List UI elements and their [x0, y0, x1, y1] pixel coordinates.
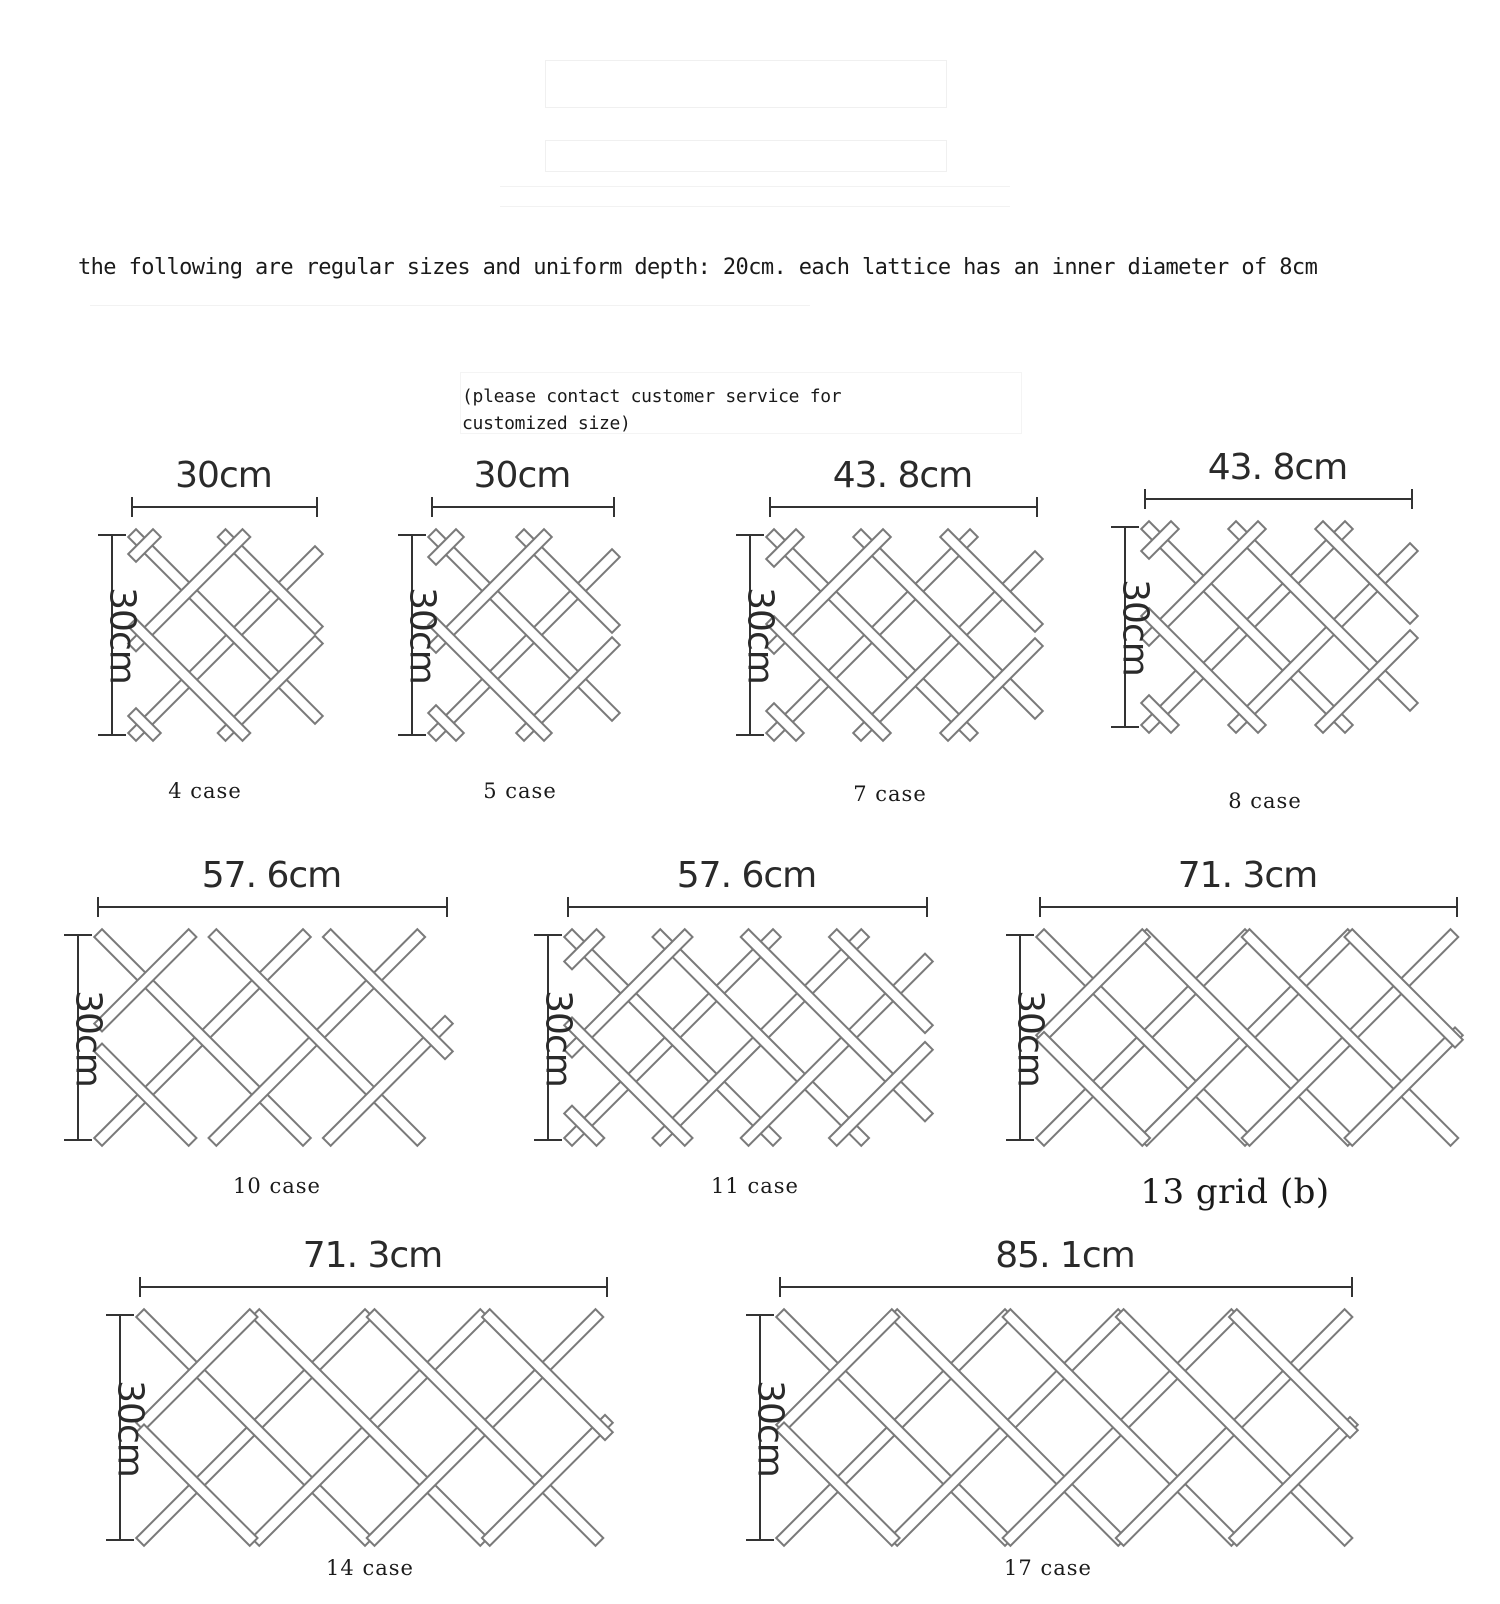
rack-drawing	[58, 855, 455, 1185]
ghost-box-mid	[545, 140, 947, 172]
height-dimension-label: 30cm	[537, 989, 579, 1087]
height-dimension-label: 30cm	[739, 587, 781, 684]
rack-caption: 17 case	[1004, 1556, 1092, 1580]
rising-board	[136, 554, 315, 733]
height-dimension-label: 30cm	[67, 989, 109, 1087]
rack-caption: 14 case	[326, 1556, 414, 1580]
height-dimension-label: 30cm	[401, 587, 443, 684]
falling-board	[136, 537, 315, 716]
width-dimension-label: 85. 1cm	[995, 1235, 1135, 1276]
height-dimension-label: 30cm	[109, 1379, 151, 1477]
height-dimension-label: 30cm	[1009, 989, 1051, 1087]
rack-drawing	[740, 1235, 1360, 1585]
width-dimension-line	[1040, 897, 1457, 917]
width-dimension-line	[140, 1277, 607, 1297]
ghost-line-2	[500, 206, 1010, 207]
falling-board	[490, 1317, 605, 1432]
rack-drawing	[528, 855, 935, 1185]
rack-caption: 10 case	[233, 1174, 321, 1198]
rack-caption: 11 case	[711, 1174, 799, 1198]
height-dimension-label: 30cm	[749, 1379, 791, 1477]
custom-size-note: (please contact customer service for customized size)	[462, 386, 842, 434]
width-dimension-line	[432, 497, 614, 517]
rising-board	[490, 1423, 605, 1538]
lattice-frame	[144, 1317, 605, 1538]
width-dimension-line	[780, 1277, 1352, 1297]
lattice-frame	[784, 1317, 1350, 1538]
width-dimension-label: 30cm	[175, 455, 272, 496]
lattice-frame	[572, 937, 925, 1138]
ghost-line-3	[90, 305, 810, 306]
rack-caption: 5 case	[483, 779, 557, 803]
width-dimension-label: 57. 6cm	[201, 855, 342, 896]
width-dimension-line	[98, 897, 447, 917]
rack-drawing	[1000, 855, 1465, 1185]
width-dimension-label: 43. 8cm	[1207, 447, 1348, 488]
falling-board	[331, 937, 445, 1051]
rising-board	[226, 644, 316, 734]
width-dimension-label: 57. 6cm	[676, 855, 817, 896]
lattice-frame	[1149, 529, 1410, 725]
rack-caption: 8 case	[1228, 789, 1302, 813]
intro-text: the following are regular sizes and uniform depth: 20cm. each lattice has an inner diameter of 8cm	[78, 255, 1318, 280]
lattice-frame	[436, 537, 612, 733]
height-dimension-label: 30cm	[1114, 579, 1156, 676]
width-dimension-line	[1145, 489, 1412, 509]
lattice-frame	[102, 937, 445, 1138]
width-dimension-label: 71. 3cm	[1177, 855, 1318, 896]
lattice-frame	[774, 537, 1035, 733]
width-dimension-label: 30cm	[473, 455, 571, 496]
lattice-frame	[136, 537, 315, 733]
ghost-line-1	[500, 186, 1010, 187]
rack-caption: 7 case	[853, 782, 927, 806]
rack-caption: 4 case	[168, 779, 242, 803]
width-dimension-line	[568, 897, 927, 917]
width-dimension-label: 71. 3cm	[302, 1235, 443, 1276]
falling-board	[226, 537, 316, 627]
rack-caption: 13 grid (b)	[1140, 1172, 1330, 1212]
rack-drawing	[100, 1235, 615, 1585]
height-dimension-label: 30cm	[101, 587, 143, 684]
width-dimension-label: 43. 8cm	[832, 455, 973, 496]
width-dimension-line	[770, 497, 1037, 517]
lattice-frame	[1044, 937, 1455, 1138]
ghost-box-top	[545, 60, 947, 108]
width-dimension-line	[132, 497, 317, 517]
